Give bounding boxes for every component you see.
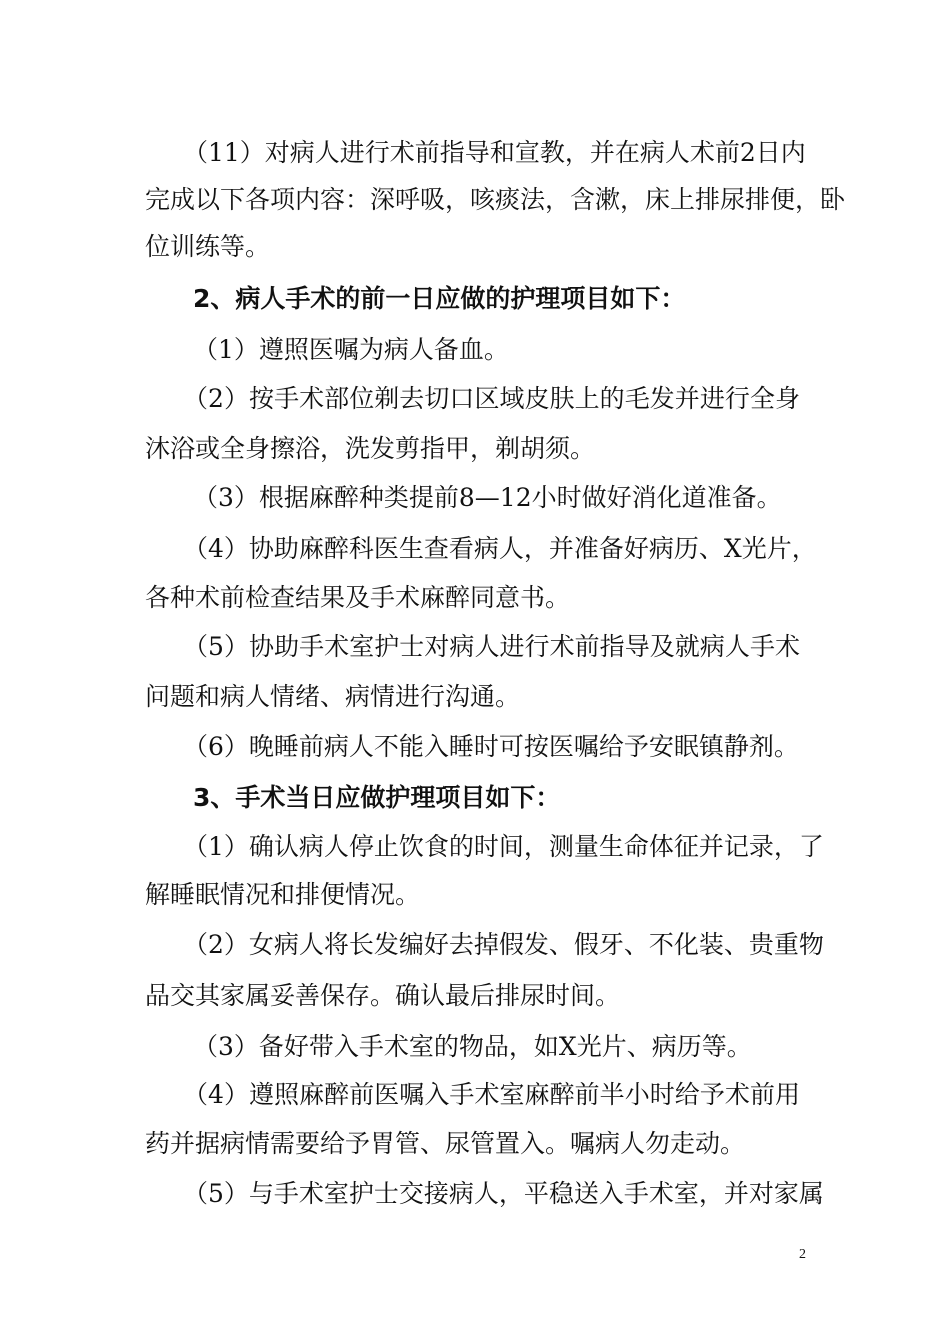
text-line: （1）确认病人停止饮食的时间，测量生命体征并记录，了 — [183, 832, 824, 861]
section-heading: 3、手术当日应做护理项目如下： — [193, 783, 561, 812]
text-line: （6）晚睡前病人不能入睡时可按医嘱给予安眠镇静剂。 — [183, 732, 799, 761]
text-line: 各种术前检查结果及手术麻醉同意书。 — [145, 583, 571, 612]
text-line: （3）根据麻醉种类提前8—12小时做好消化道准备。 — [193, 483, 782, 512]
text-line: （4）协助麻醉科医生查看病人，并准备好病历、X光片， — [183, 534, 817, 563]
text-line: （1）遵照医嘱为病人备血。 — [193, 335, 509, 364]
page-number: 2 — [799, 1247, 806, 1262]
text-line: 药并据病情需要给予胃管、尿管置入。嘱病人勿走动。 — [145, 1129, 746, 1158]
text-line: （5）协助手术室护士对病人进行术前指导及就病人手术 — [183, 632, 800, 661]
text-line: 位训练等。 — [145, 232, 271, 261]
text-line: 品交其家属妥善保存。确认最后排尿时间。 — [145, 981, 621, 1010]
text-line: （2）女病人将长发编好去掉假发、假牙、不化装、贵重物 — [183, 930, 824, 959]
text-line: （5）与手术室护士交接病人，平稳送入手术室，并对家属 — [183, 1179, 824, 1208]
text-line: （11）对病人进行术前指导和宣教，并在病人术前2日内 — [183, 138, 806, 167]
text-line: 沐浴或全身擦浴，洗发剪指甲，剃胡须。 — [145, 434, 596, 463]
text-line: （3）备好带入手术室的物品，如X光片、病历等。 — [193, 1032, 752, 1061]
text-line: 问题和病人情绪、病情进行沟通。 — [145, 682, 521, 711]
text-line: （4）遵照麻醉前医嘱入手术室麻醉前半小时给予术前用 — [183, 1080, 800, 1109]
text-line: （2）按手术部位剃去切口区域皮肤上的毛发并进行全身 — [183, 384, 800, 413]
text-line: 解睡眠情况和排便情况。 — [145, 880, 421, 909]
text-line: 完成以下各项内容：深呼吸，咳痰法，含漱，床上排尿排便，卧 — [145, 185, 846, 214]
section-heading: 2、病人手术的前一日应做的护理项目如下： — [193, 284, 686, 313]
